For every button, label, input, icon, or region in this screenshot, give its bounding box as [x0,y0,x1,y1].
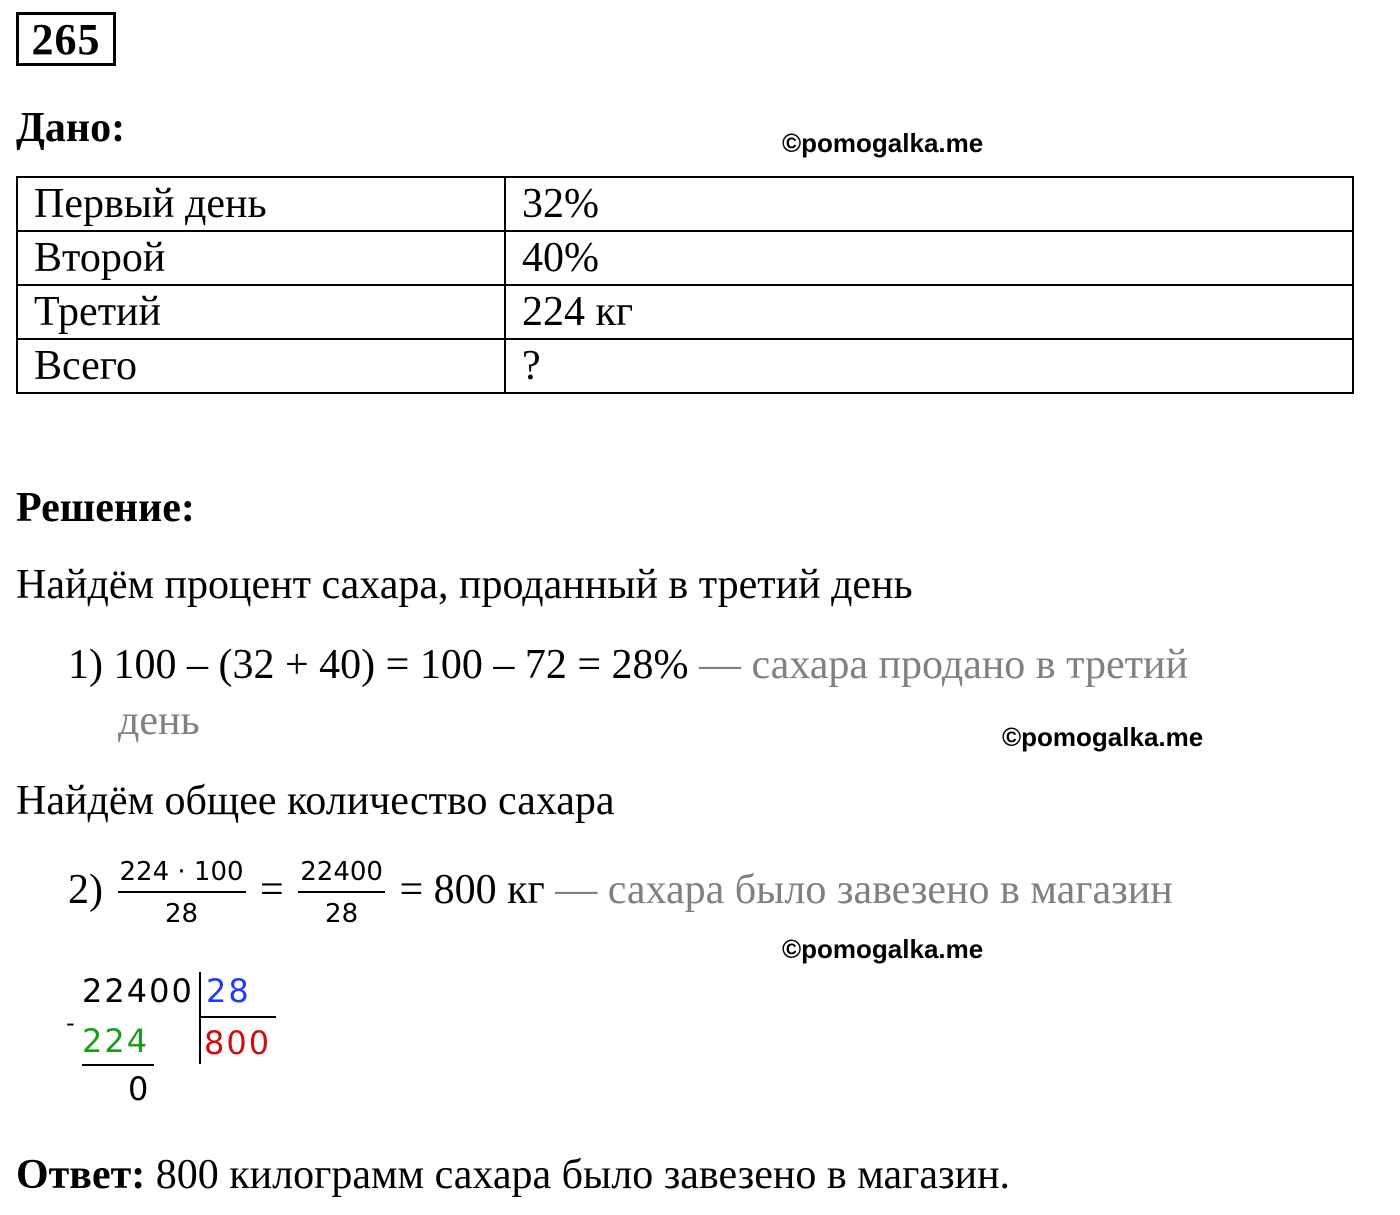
step1-comment-continued: день [118,698,200,744]
table-row [17,339,1353,393]
step1-intro: Найдём процент сахара, проданный в третий день [16,562,913,608]
step1-line [68,640,1188,690]
step1-comment: — сахара продано в третий [699,642,1188,688]
equals-sign: = [260,867,284,913]
table-row [17,231,1353,285]
row-value: 40% [505,231,1353,285]
fraction-2 [298,855,385,931]
row-label: Первый день [17,177,505,231]
step2-intro: Найдём общее количество сахара [16,778,615,824]
answer [16,1150,1010,1200]
answer-label: Ответ: [16,1152,146,1198]
answer-text: 800 килограмм сахара было завезено в магазин. [145,1152,1011,1198]
division-quotient-line [200,1016,276,1018]
row-label: Второй [17,231,505,285]
fraction-2-denominator: 28 [325,899,359,930]
row-value: 32% [505,177,1353,231]
row-label: Третий [17,285,505,339]
divisor: 28 [206,972,251,1010]
step1-number: 1) [68,642,103,688]
row-value: 224 кг [505,285,1353,339]
subtrahend: 224 [82,1022,150,1060]
fraction-2-numerator: 22400 [298,855,385,893]
row-label: Всего [17,339,505,393]
remainder: 0 [128,1070,151,1108]
solution-heading: Решение: [16,485,195,531]
watermark: ©pomogalka.me [782,128,984,158]
table-row [17,285,1353,339]
fraction-1 [118,855,246,931]
row-value: ? [505,339,1353,393]
watermark: ©pomogalka.me [1002,722,1204,752]
fraction-1-numerator: 224 · 100 [118,855,246,893]
dividend: 22400 [82,972,194,1010]
given-heading: Дано: [16,105,126,151]
given-table [16,176,1354,394]
step2-number: 2) [68,867,103,913]
problem-number: 265 [16,12,116,66]
minus-sign: - [66,1009,77,1037]
step2-line [68,850,1173,931]
table-row [17,177,1353,231]
subtraction-line [82,1064,154,1066]
watermark: ©pomogalka.me [782,934,984,964]
fraction-1-denominator: 28 [164,899,199,930]
step2-result: = 800 кг [399,867,545,913]
step1-expression: 100 – (32 + 40) = 100 – 72 = 28% [113,642,689,688]
step2-comment: — сахара было завезено в магазин [555,867,1173,913]
quotient: 800 [204,1024,272,1062]
division-vertical-line [199,972,201,1064]
